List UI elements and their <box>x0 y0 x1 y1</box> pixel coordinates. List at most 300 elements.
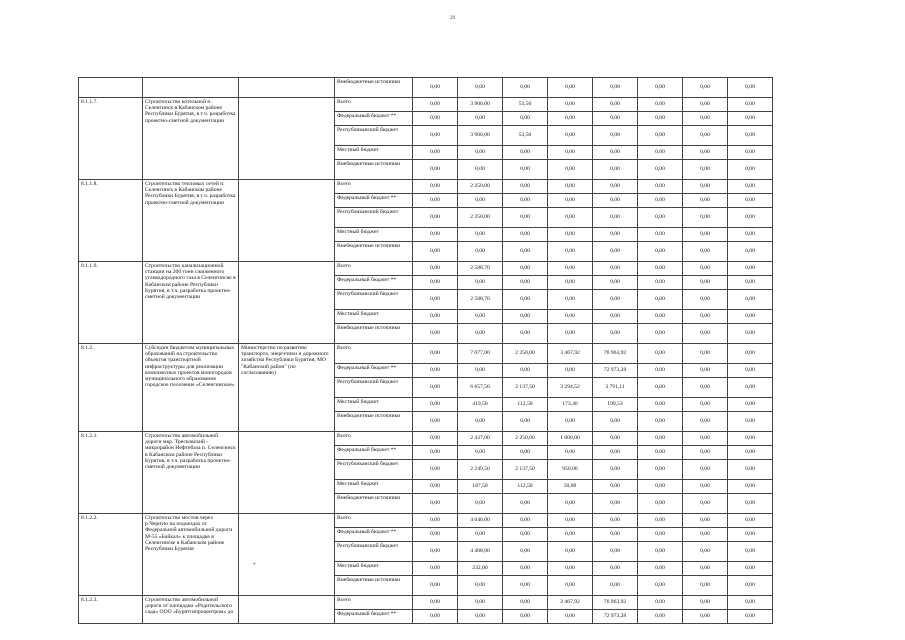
item-code <box>79 78 143 98</box>
amount-cell: 0,00 <box>413 460 458 480</box>
amount-cell: 0,00 <box>503 596 548 610</box>
amount-cell: 0,00 <box>593 542 638 562</box>
amount-cell: 0,00 <box>728 542 773 562</box>
amount-cell: 0,00 <box>728 112 773 126</box>
amount-cell: 3 900,00 <box>458 126 503 146</box>
amount-cell: 0,00 <box>638 596 683 610</box>
amount-cell: 0,00 <box>728 378 773 398</box>
amount-cell: 1 000,00 <box>548 432 593 446</box>
amount-cell: 0,00 <box>638 146 683 160</box>
amount-cell: 0,00 <box>548 576 593 596</box>
amount-cell: 0,00 <box>593 180 638 194</box>
amount-cell: 0,00 <box>593 460 638 480</box>
amount-cell: 0,00 <box>728 276 773 290</box>
amount-cell: 0,00 <box>638 528 683 542</box>
amount-cell: 0,00 <box>593 446 638 460</box>
funding-source: Местный бюджет <box>335 480 413 494</box>
funding-source: Местный бюджет <box>335 310 413 324</box>
amount-cell: 0,00 <box>683 412 728 432</box>
amount-cell: 0,00 <box>638 112 683 126</box>
amount-cell: 2 250,00 <box>503 344 548 364</box>
amount-cell: 0,00 <box>638 78 683 98</box>
amount-cell: 0,00 <box>728 344 773 364</box>
funding-source: Республиканский бюджет <box>335 378 413 398</box>
amount-cell: 0,00 <box>413 412 458 432</box>
amount-cell: 0,00 <box>413 446 458 460</box>
amount-cell: 53,50 <box>503 126 548 146</box>
amount-cell: 0,00 <box>638 610 683 624</box>
amount-cell: 0,00 <box>503 576 548 596</box>
amount-cell: 0,00 <box>503 310 548 324</box>
amount-cell: 0,00 <box>683 276 728 290</box>
amount-cell: 0,00 <box>638 208 683 228</box>
amount-cell: 0,00 <box>593 324 638 344</box>
item-code: 8.1.1.9. <box>79 262 143 344</box>
amount-cell: 0,00 <box>503 78 548 98</box>
amount-cell: 0,00 <box>413 432 458 446</box>
amount-cell: 0,00 <box>593 78 638 98</box>
amount-cell: 0,00 <box>593 514 638 528</box>
amount-cell: 0,00 <box>548 446 593 460</box>
amount-cell: 0,00 <box>503 610 548 624</box>
amount-cell: 0,00 <box>683 160 728 180</box>
funding-source: Внебюджетные источники <box>335 78 413 98</box>
amount-cell: 0,00 <box>638 290 683 310</box>
amount-cell: 0,00 <box>413 180 458 194</box>
item-executor <box>239 514 335 596</box>
amount-cell: 0,00 <box>413 378 458 398</box>
amount-cell: 0,00 <box>593 126 638 146</box>
amount-cell: 2 250,00 <box>503 432 548 446</box>
amount-cell: 0,00 <box>548 78 593 98</box>
amount-cell: 419,50 <box>458 398 503 412</box>
amount-cell: 199,53 <box>593 398 638 412</box>
amount-cell: 0,00 <box>683 208 728 228</box>
item-executor <box>239 98 335 180</box>
amount-cell: 0,00 <box>593 98 638 112</box>
continuation-marker: * <box>253 563 256 568</box>
amount-cell: 0,00 <box>683 78 728 98</box>
amount-cell: 0,00 <box>458 412 503 432</box>
amount-cell: 0,00 <box>593 194 638 208</box>
funding-source: Всего <box>335 344 413 364</box>
amount-cell: 0,00 <box>683 446 728 460</box>
amount-cell: 0,00 <box>593 160 638 180</box>
amount-cell: 0,00 <box>728 126 773 146</box>
amount-cell: 0,00 <box>638 412 683 432</box>
funding-source: Всего <box>335 180 413 194</box>
item-name <box>143 78 239 98</box>
amount-cell: 0,00 <box>548 126 593 146</box>
item-code: 8.1.2.1. <box>79 432 143 514</box>
amount-cell: 0,00 <box>683 98 728 112</box>
amount-cell: 0,00 <box>458 610 503 624</box>
amount-cell: 0,00 <box>458 276 503 290</box>
amount-cell: 0,00 <box>548 194 593 208</box>
amount-cell: 0,00 <box>683 290 728 310</box>
budget-table <box>78 77 773 624</box>
amount-cell: 0,00 <box>638 562 683 576</box>
amount-cell: 3 467,92 <box>548 344 593 364</box>
funding-source: Внебюджетные источники <box>335 160 413 180</box>
amount-cell: 0,00 <box>458 228 503 242</box>
amount-cell: 0,00 <box>548 364 593 378</box>
amount-cell: 0,00 <box>503 290 548 310</box>
amount-cell: 0,00 <box>503 412 548 432</box>
amount-cell: 0,00 <box>638 324 683 344</box>
amount-cell: 0,00 <box>728 310 773 324</box>
amount-cell: 0,00 <box>728 432 773 446</box>
amount-cell: 0,00 <box>683 378 728 398</box>
amount-cell: 0,00 <box>413 208 458 228</box>
amount-cell: 0,00 <box>728 514 773 528</box>
amount-cell: 0,00 <box>413 364 458 378</box>
amount-cell: 72 973,28 <box>593 610 638 624</box>
amount-cell: 0,00 <box>458 324 503 344</box>
amount-cell: 0,00 <box>683 542 728 562</box>
amount-cell: 2 250,00 <box>458 180 503 194</box>
item-name: Субсидии бюджетам муниципальных образований на строительство объектов транспортной инфраструктуры для реализации комплексных проектов моногородов муниципального образования городское поселение «Селенгинское» <box>143 344 239 432</box>
amount-cell: 0,00 <box>638 398 683 412</box>
amount-cell: 0,00 <box>638 276 683 290</box>
amount-cell: 0,00 <box>503 494 548 514</box>
amount-cell: 0,00 <box>728 262 773 276</box>
amount-cell: 0,00 <box>638 228 683 242</box>
amount-cell: 0,00 <box>728 180 773 194</box>
amount-cell: 0,00 <box>683 228 728 242</box>
amount-cell: 187,50 <box>458 480 503 494</box>
amount-cell: 0,00 <box>548 310 593 324</box>
funding-source: Внебюджетные источники <box>335 576 413 596</box>
item-executor <box>239 262 335 344</box>
amount-cell: 0,00 <box>593 208 638 228</box>
funding-source: Местный бюджет <box>335 562 413 576</box>
amount-cell: 0,00 <box>458 576 503 596</box>
amount-cell: 112,50 <box>503 480 548 494</box>
funding-source: Внебюджетные источники <box>335 494 413 514</box>
amount-cell: 3 294,52 <box>548 378 593 398</box>
funding-source: Федеральный бюджет ** <box>335 610 413 624</box>
amount-cell: 0,00 <box>458 242 503 262</box>
amount-cell: 0,00 <box>683 126 728 146</box>
amount-cell: 0,00 <box>413 596 458 610</box>
item-name: Строительство канализационной станции на 200 тонн сжиженного углеводородного газа в Селенгинске в Кабанском районе Республики Бурятия, в т.ч. разработка проектно-сметной документации <box>143 262 239 344</box>
funding-source: Федеральный бюджет ** <box>335 446 413 460</box>
amount-cell: 0,00 <box>548 276 593 290</box>
amount-cell: 0,00 <box>413 610 458 624</box>
amount-cell: 0,00 <box>503 146 548 160</box>
amount-cell: 0,00 <box>638 378 683 398</box>
amount-cell: 0,00 <box>458 160 503 180</box>
amount-cell: 0,00 <box>683 324 728 344</box>
amount-cell: 0,00 <box>638 242 683 262</box>
amount-cell: 0,00 <box>728 208 773 228</box>
amount-cell: 0,00 <box>458 194 503 208</box>
amount-cell: 0,00 <box>728 528 773 542</box>
amount-cell: 0,00 <box>638 460 683 480</box>
amount-cell: 0,00 <box>413 324 458 344</box>
funding-source: Местный бюджет <box>335 146 413 160</box>
amount-cell: 0,00 <box>503 324 548 344</box>
amount-cell: 3 900,00 <box>458 98 503 112</box>
amount-cell: 0,00 <box>638 262 683 276</box>
table-row <box>79 344 773 364</box>
funding-source: Внебюджетные источники <box>335 242 413 262</box>
amount-cell: 0,00 <box>548 494 593 514</box>
amount-cell: 0,00 <box>413 194 458 208</box>
amount-cell: 0,00 <box>503 228 548 242</box>
amount-cell: 6 657,50 <box>458 378 503 398</box>
amount-cell: 0,00 <box>593 242 638 262</box>
table-row <box>79 98 773 112</box>
amount-cell: 0,00 <box>503 242 548 262</box>
amount-cell: 0,00 <box>413 262 458 276</box>
item-executor <box>239 432 335 514</box>
amount-cell: 0,00 <box>593 310 638 324</box>
amount-cell: 0,00 <box>728 494 773 514</box>
funding-source: Всего <box>335 596 413 610</box>
amount-cell: 0,00 <box>728 460 773 480</box>
table-row <box>79 262 773 276</box>
amount-cell: 0,00 <box>548 208 593 228</box>
funding-source: Федеральный бюджет ** <box>335 528 413 542</box>
amount-cell: 2 588,70 <box>458 290 503 310</box>
amount-cell: 0,00 <box>683 480 728 494</box>
funding-source: Всего <box>335 262 413 276</box>
amount-cell: 0,00 <box>728 228 773 242</box>
amount-cell: 0,00 <box>638 494 683 514</box>
funding-source: Федеральный бюджет ** <box>335 112 413 126</box>
amount-cell: 0,00 <box>638 514 683 528</box>
amount-cell: 0,00 <box>413 480 458 494</box>
amount-cell: 0,00 <box>683 242 728 262</box>
funding-source: Местный бюджет <box>335 398 413 412</box>
amount-cell: 0,00 <box>548 528 593 542</box>
amount-cell: 0,00 <box>458 146 503 160</box>
amount-cell: 0,00 <box>458 446 503 460</box>
amount-cell: 0,00 <box>683 576 728 596</box>
amount-cell: 0,00 <box>548 324 593 344</box>
amount-cell: 0,00 <box>593 112 638 126</box>
amount-cell: 0,00 <box>413 576 458 596</box>
amount-cell: 0,00 <box>503 514 548 528</box>
amount-cell: 2 250,00 <box>458 208 503 228</box>
amount-cell: 76 963,92 <box>593 596 638 610</box>
amount-cell: 0,00 <box>548 262 593 276</box>
amount-cell: 0,00 <box>638 180 683 194</box>
amount-cell: 0,00 <box>548 98 593 112</box>
amount-cell: 0,00 <box>638 432 683 446</box>
amount-cell: 0,00 <box>548 562 593 576</box>
amount-cell: 0,00 <box>548 542 593 562</box>
amount-cell: 0,00 <box>413 494 458 514</box>
amount-cell: 0,00 <box>728 446 773 460</box>
amount-cell: 0,00 <box>413 160 458 180</box>
amount-cell: 0,00 <box>683 432 728 446</box>
table-row <box>79 596 773 610</box>
amount-cell: 0,00 <box>548 610 593 624</box>
amount-cell: 7 077,00 <box>458 344 503 364</box>
amount-cell: 0,00 <box>638 194 683 208</box>
amount-cell: 0,00 <box>728 480 773 494</box>
amount-cell: 0,00 <box>548 160 593 180</box>
amount-cell: 0,00 <box>503 160 548 180</box>
amount-cell: 0,00 <box>503 562 548 576</box>
table-row <box>79 78 773 98</box>
amount-cell: 0,00 <box>728 398 773 412</box>
funding-source: Республиканский бюджет <box>335 126 413 146</box>
amount-cell: 0,00 <box>413 78 458 98</box>
amount-cell: 0,00 <box>413 542 458 562</box>
amount-cell: 0,00 <box>593 146 638 160</box>
amount-cell: 0,00 <box>683 514 728 528</box>
amount-cell: 0,00 <box>683 262 728 276</box>
amount-cell: 0,00 <box>503 364 548 378</box>
item-name: Строительство автомобильной дороги мкр. Тресковский - микрорайон Нефтебаза п. Селенгинск в Кабанском районе Республики Бурятия, в т.ч. разработка проектно-сметной документации <box>143 432 239 514</box>
amount-cell: 0,00 <box>503 180 548 194</box>
amount-cell: 0,00 <box>548 514 593 528</box>
funding-source: Республиканский бюджет <box>335 460 413 480</box>
amount-cell: 0,00 <box>683 460 728 480</box>
table-body <box>79 78 773 624</box>
item-name: Строительство котельной п. Селенгинск в Кабанском районе Республики Бурятия, в т.ч. разработка проектно-сметной документации <box>143 98 239 180</box>
amount-cell: 0,00 <box>503 194 548 208</box>
amount-cell: 0,00 <box>458 596 503 610</box>
amount-cell: 0,00 <box>503 262 548 276</box>
amount-cell: 72 973,28 <box>593 364 638 378</box>
amount-cell: 0,00 <box>728 576 773 596</box>
amount-cell: 0,00 <box>503 542 548 562</box>
amount-cell: 0,00 <box>413 528 458 542</box>
amount-cell: 0,00 <box>548 112 593 126</box>
funding-source: Всего <box>335 432 413 446</box>
amount-cell: 0,00 <box>728 562 773 576</box>
funding-source: Всего <box>335 514 413 528</box>
amount-cell: 0,00 <box>728 364 773 378</box>
amount-cell: 3 791,11 <box>593 378 638 398</box>
amount-cell: 0,00 <box>728 98 773 112</box>
amount-cell: 0,00 <box>593 228 638 242</box>
amount-cell: 0,00 <box>413 228 458 242</box>
amount-cell: 950,00 <box>548 460 593 480</box>
amount-cell: 0,00 <box>548 412 593 432</box>
amount-cell: 0,00 <box>548 242 593 262</box>
amount-cell: 0,00 <box>458 528 503 542</box>
amount-cell: 50,00 <box>548 480 593 494</box>
amount-cell: 0,00 <box>683 180 728 194</box>
amount-cell: 4 408,00 <box>458 542 503 562</box>
funding-source: Федеральный бюджет ** <box>335 194 413 208</box>
amount-cell: 0,00 <box>593 480 638 494</box>
amount-cell: 0,00 <box>413 242 458 262</box>
amount-cell: 0,00 <box>683 610 728 624</box>
item-name: Строительство мостов через р.Черную на подъездах от Федеральной автомобильной дороги М-55 «Байкал» к площадке в Селенгинске в Кабанском районе Республики Бурятия <box>143 514 239 596</box>
amount-cell: 0,00 <box>503 446 548 460</box>
amount-cell: 0,00 <box>413 126 458 146</box>
amount-cell: 0,00 <box>458 112 503 126</box>
amount-cell: 112,50 <box>503 398 548 412</box>
amount-cell: 0,00 <box>413 562 458 576</box>
item-executor <box>239 78 335 98</box>
table-row <box>79 432 773 446</box>
amount-cell: 2 137,50 <box>503 460 548 480</box>
amount-cell: 0,00 <box>503 528 548 542</box>
amount-cell: 0,00 <box>638 576 683 596</box>
funding-source: Федеральный бюджет ** <box>335 276 413 290</box>
amount-cell: 76 963,92 <box>593 344 638 364</box>
amount-cell: 0,00 <box>728 290 773 310</box>
funding-source: Республиканский бюджет <box>335 208 413 228</box>
amount-cell: 0,00 <box>728 146 773 160</box>
item-code: 8.1.2.2. <box>79 514 143 596</box>
amount-cell: 2 437,00 <box>458 432 503 446</box>
item-executor <box>239 180 335 262</box>
amount-cell: 173,40 <box>548 398 593 412</box>
amount-cell: 0,00 <box>458 78 503 98</box>
amount-cell: 0,00 <box>413 514 458 528</box>
item-executor <box>239 596 335 624</box>
amount-cell: 0,00 <box>593 276 638 290</box>
amount-cell: 0,00 <box>728 242 773 262</box>
amount-cell: 2 467,92 <box>548 596 593 610</box>
amount-cell: 0,00 <box>728 194 773 208</box>
amount-cell: 0,00 <box>593 412 638 432</box>
amount-cell: 0,00 <box>683 344 728 364</box>
amount-cell: 0,00 <box>503 208 548 228</box>
amount-cell: 0,00 <box>548 290 593 310</box>
amount-cell: 0,00 <box>638 344 683 364</box>
amount-cell: 0,00 <box>683 494 728 514</box>
amount-cell: 0,00 <box>728 160 773 180</box>
amount-cell: 0,00 <box>548 146 593 160</box>
item-code: 8.1.2. <box>79 344 143 432</box>
amount-cell: 0,00 <box>413 290 458 310</box>
item-executor: Министерство по развитию транспорта, энергетики и дорожного хозяйства Республики Бурятия, МО "Кабанский район" (по согласованию) <box>239 344 335 432</box>
amount-cell: 53,50 <box>503 98 548 112</box>
amount-cell: 0,00 <box>683 310 728 324</box>
amount-cell: 2 249,50 <box>458 460 503 480</box>
amount-cell: 0,00 <box>413 310 458 324</box>
funding-source: Республиканский бюджет <box>335 542 413 562</box>
amount-cell: 0,00 <box>413 344 458 364</box>
amount-cell: 0,00 <box>638 126 683 146</box>
item-code: 8.1.1.8. <box>79 180 143 262</box>
amount-cell: 0,00 <box>683 146 728 160</box>
amount-cell: 0,00 <box>548 180 593 194</box>
amount-cell: 0,00 <box>728 412 773 432</box>
funding-source: Местный бюджет <box>335 228 413 242</box>
amount-cell: 0,00 <box>413 398 458 412</box>
amount-cell: 0,00 <box>638 98 683 112</box>
amount-cell: 0,00 <box>593 494 638 514</box>
amount-cell: 0,00 <box>548 228 593 242</box>
amount-cell: 0,00 <box>683 364 728 378</box>
amount-cell: 0,00 <box>728 78 773 98</box>
funding-source: Внебюджетные источники <box>335 412 413 432</box>
funding-source: Республиканский бюджет <box>335 290 413 310</box>
page-number: 29 <box>450 16 455 21</box>
amount-cell: 0,00 <box>413 98 458 112</box>
amount-cell: 0,00 <box>728 610 773 624</box>
item-name: Строительство тепловых сетей п. Селенгинск в Кабанском районе Республики Бурятия, в т.ч. разработка проектно-сметной документации <box>143 180 239 262</box>
amount-cell: 0,00 <box>683 528 728 542</box>
amount-cell: 0,00 <box>728 596 773 610</box>
funding-source: Внебюджетные источники <box>335 324 413 344</box>
amount-cell: 0,00 <box>683 562 728 576</box>
amount-cell: 0,00 <box>728 324 773 344</box>
amount-cell: 0,00 <box>683 596 728 610</box>
item-name: Строительство автомобильной дороги от площадки «Родительского сада» ООО «Бурятгипроцентром» до <box>143 596 239 624</box>
